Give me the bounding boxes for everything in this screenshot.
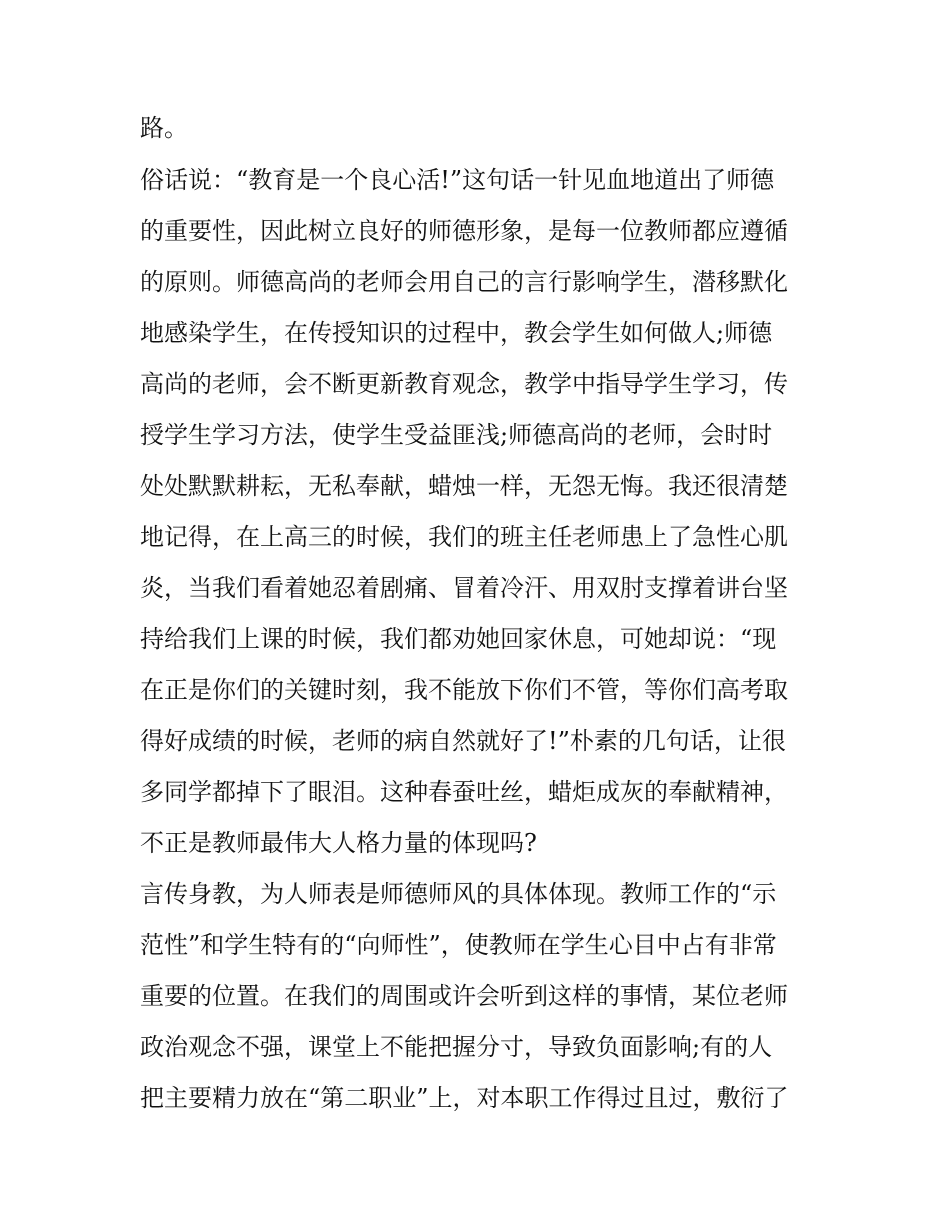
text-line: 多同学都掉下了眼泪。这种春蚕吐丝，蜡炬成灰的奉献精神， (140, 778, 788, 806)
text-line: 持给我们上课的时候，我们都劝她回家休息，可她却说：“现 (140, 625, 777, 653)
text-line: 不正是教师最伟大人格力量的体现吗? (140, 829, 537, 857)
text-line: 高尚的老师，会不断更新教育观念，教学中指导学生学习，传 (140, 370, 788, 398)
text-line: 在正是你们的关键时刻，我不能放下你们不管，等你们高考取 (140, 676, 788, 704)
text-line: 授学生学习方法，使学生受益匪浅;师德高尚的老师，会时时 (140, 421, 773, 449)
text-line: 地感染学生，在传授知识的过程中，教会学生如何做人;师德 (140, 319, 773, 347)
text-line: 俗话说：“教育是一个良心活!”这句话一针见血地道出了师德 (140, 166, 775, 194)
text-line: 炎，当我们看着她忍着剧痛、冒着冷汗、用双肘支撑着讲台坚 (140, 574, 788, 602)
text-line: 范性”和学生特有的“向师性”，使教师在学生心目中占有非常 (140, 931, 777, 959)
text-line: 的重要性，因此树立良好的师德形象，是每一位教师都应遵循 (140, 217, 788, 245)
text-line: 地记得，在上高三的时候，我们的班主任老师患上了急性心肌 (140, 523, 788, 551)
text-line: 路。 (140, 114, 188, 142)
text-line: 处处默默耕耘，无私奉献，蜡烛一样，无怨无悔。我还很清楚 (140, 472, 788, 500)
text-line: 的原则。师德高尚的老师会用自己的言行影响学生，潜移默化 (140, 268, 788, 296)
text-line: 把主要精力放在“第二职业”上，对本职工作得过且过，敷衍了 (140, 1084, 789, 1112)
text-line: 政治观念不强，课堂上不能把握分寸，导致负面影响;有的人 (140, 1033, 773, 1061)
text-line: 得好成绩的时候，老师的病自然就好了!”朴素的几句话，让很 (140, 727, 786, 755)
text-line: 言传身教，为人师表是师德师风的具体体现。教师工作的“示 (140, 880, 777, 908)
text-line: 重要的位置。在我们的周围或许会听到这样的事情，某位老师 (140, 982, 788, 1010)
